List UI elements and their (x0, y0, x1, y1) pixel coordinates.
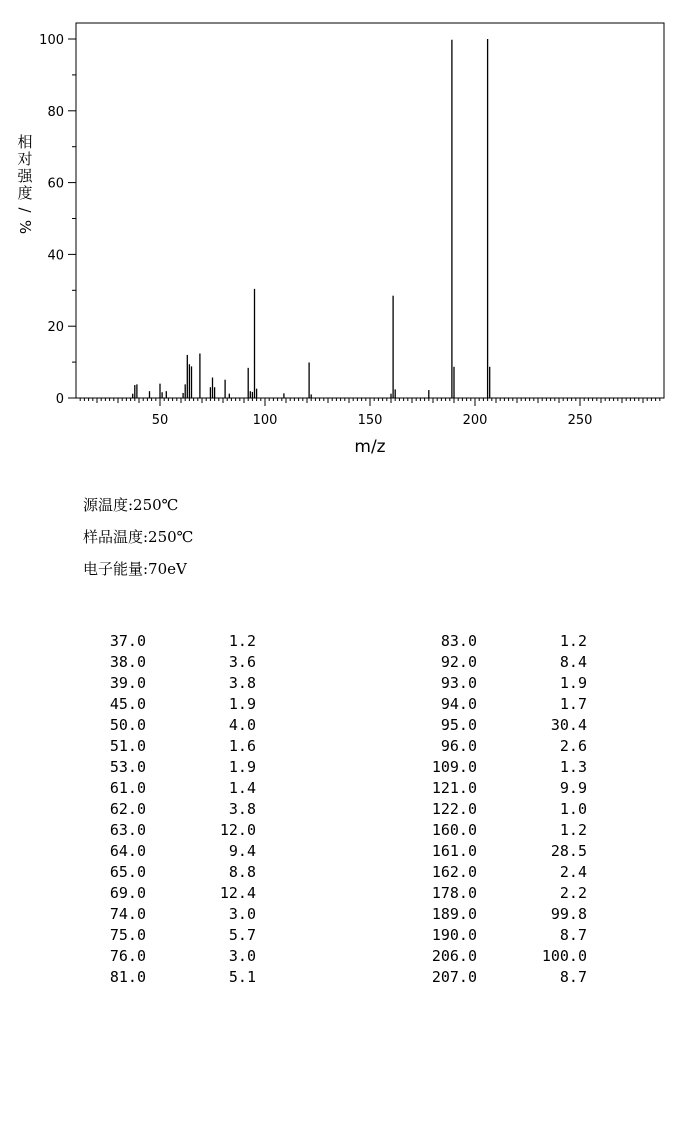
x-tick-label: 50 (151, 413, 169, 428)
y-tick-label: 60 (47, 176, 64, 192)
plot-frame (76, 23, 664, 398)
abundance-value: 9.9 (559, 779, 587, 797)
mz-value: 178.0 (431, 884, 477, 902)
mz-value: 64.0 (109, 842, 146, 860)
mz-value: 206.0 (431, 947, 477, 965)
abundance-value: 2.4 (559, 863, 587, 881)
table-row (0, 968, 687, 989)
table-row (0, 632, 687, 653)
table-row (0, 758, 687, 779)
abundance-value: 3.0 (228, 905, 256, 923)
abundance-value: 3.0 (228, 947, 256, 965)
y-axis-label-char: % (16, 219, 34, 235)
abundance-value: 1.2 (559, 632, 587, 650)
abundance-value: 12.0 (219, 821, 256, 839)
y-tick-label: 80 (47, 104, 64, 120)
x-tick-label: 200 (462, 413, 488, 428)
abundance-value: 99.8 (550, 905, 587, 923)
table-row (0, 842, 687, 863)
peak-table-right (0, 632, 687, 989)
y-axis-label (16, 133, 34, 234)
abundance-value: 1.9 (559, 674, 587, 692)
mz-value: 45.0 (109, 695, 146, 713)
abundance-value: 3.8 (228, 674, 256, 692)
abundance-value: 5.1 (228, 968, 256, 986)
x-tick-label: 250 (567, 413, 593, 428)
table-row (0, 947, 687, 968)
table-row (0, 737, 687, 758)
abundance-value: 1.3 (559, 758, 587, 776)
table-row (0, 674, 687, 695)
abundance-value: 1.2 (559, 821, 587, 839)
mz-value: 76.0 (109, 947, 146, 965)
mz-value: 96.0 (440, 737, 477, 755)
abundance-value: 28.5 (550, 842, 587, 860)
mz-value: 92.0 (440, 653, 477, 671)
abundance-value: 8.7 (559, 968, 587, 986)
mz-value: 62.0 (109, 800, 146, 818)
abundance-value: 12.4 (219, 884, 256, 902)
mz-value: 207.0 (431, 968, 477, 986)
mass-spectrum-chart (0, 0, 687, 470)
abundance-value: 2.6 (559, 737, 587, 755)
mz-value: 122.0 (431, 800, 477, 818)
table-row (0, 716, 687, 737)
abundance-value: 1.9 (228, 695, 256, 713)
mz-value: 69.0 (109, 884, 146, 902)
table-row (0, 926, 687, 947)
mz-value: 162.0 (431, 863, 477, 881)
y-tick-label: 100 (39, 33, 64, 48)
abundance-value: 5.7 (228, 926, 256, 944)
mz-value: 75.0 (109, 926, 146, 944)
mz-value: 50.0 (109, 716, 146, 734)
x-tick-label: 100 (252, 413, 278, 428)
x-axis-label: m/z (354, 437, 386, 457)
y-axis-label-char: 对 (17, 150, 33, 168)
y-axis-label-char: / (16, 207, 34, 213)
table-row (0, 821, 687, 842)
mz-value: 37.0 (109, 632, 146, 650)
abundance-value: 1.0 (559, 800, 587, 818)
abundance-value: 1.2 (228, 632, 256, 650)
abundance-value: 1.9 (228, 758, 256, 776)
table-row (0, 884, 687, 905)
table-row (0, 695, 687, 716)
abundance-value: 8.7 (559, 926, 587, 944)
mz-value: 53.0 (109, 758, 146, 776)
mz-value: 81.0 (109, 968, 146, 986)
plot-border (76, 23, 664, 398)
mz-value: 121.0 (431, 779, 477, 797)
mz-value: 63.0 (109, 821, 146, 839)
sample-temperature: 样品温度:250℃ (83, 528, 194, 546)
abundance-value: 100.0 (541, 947, 587, 965)
table-row (0, 863, 687, 884)
y-tick-label: 0 (55, 392, 64, 407)
mz-value: 95.0 (440, 716, 477, 734)
spectrum-peaks (133, 39, 490, 398)
mz-value: 109.0 (431, 758, 477, 776)
abundance-value: 2.2 (559, 884, 587, 902)
mz-value: 65.0 (109, 863, 146, 881)
mz-value: 94.0 (440, 695, 477, 713)
table-row (0, 653, 687, 674)
mz-value: 190.0 (431, 926, 477, 944)
table-row (0, 800, 687, 821)
mz-value: 161.0 (431, 842, 477, 860)
abundance-value: 9.4 (228, 842, 256, 860)
abundance-value: 3.8 (228, 800, 256, 818)
major-ticks (68, 39, 580, 406)
electron-energy: 电子能量:70eV (83, 560, 187, 578)
mz-value: 160.0 (431, 821, 477, 839)
mz-value: 74.0 (109, 905, 146, 923)
abundance-value: 1.4 (228, 779, 256, 797)
abundance-value: 8.8 (228, 863, 256, 881)
abundance-value: 1.6 (228, 737, 256, 755)
y-axis-label-char: 相 (17, 133, 33, 151)
mz-value: 51.0 (109, 737, 146, 755)
minor-ticks (72, 75, 660, 403)
mz-value: 83.0 (440, 632, 477, 650)
mz-value: 39.0 (109, 674, 146, 692)
abundance-value: 3.6 (228, 653, 256, 671)
table-row (0, 905, 687, 926)
source-temperature: 源温度:250℃ (83, 496, 179, 514)
mz-value: 61.0 (109, 779, 146, 797)
mz-value: 38.0 (109, 653, 146, 671)
abundance-value: 30.4 (550, 716, 587, 734)
abundance-value: 4.0 (228, 716, 256, 734)
y-axis-label-char: 度 (17, 184, 33, 202)
table-row (0, 779, 687, 800)
y-axis-label-char: 强 (17, 167, 33, 185)
tick-labels (39, 33, 592, 428)
y-tick-label: 20 (47, 320, 64, 336)
abundance-value: 8.4 (559, 653, 587, 671)
mz-value: 189.0 (431, 905, 477, 923)
x-tick-label: 150 (357, 413, 383, 428)
mz-value: 93.0 (440, 674, 477, 692)
abundance-value: 1.7 (559, 695, 587, 713)
y-tick-label: 40 (47, 248, 64, 264)
